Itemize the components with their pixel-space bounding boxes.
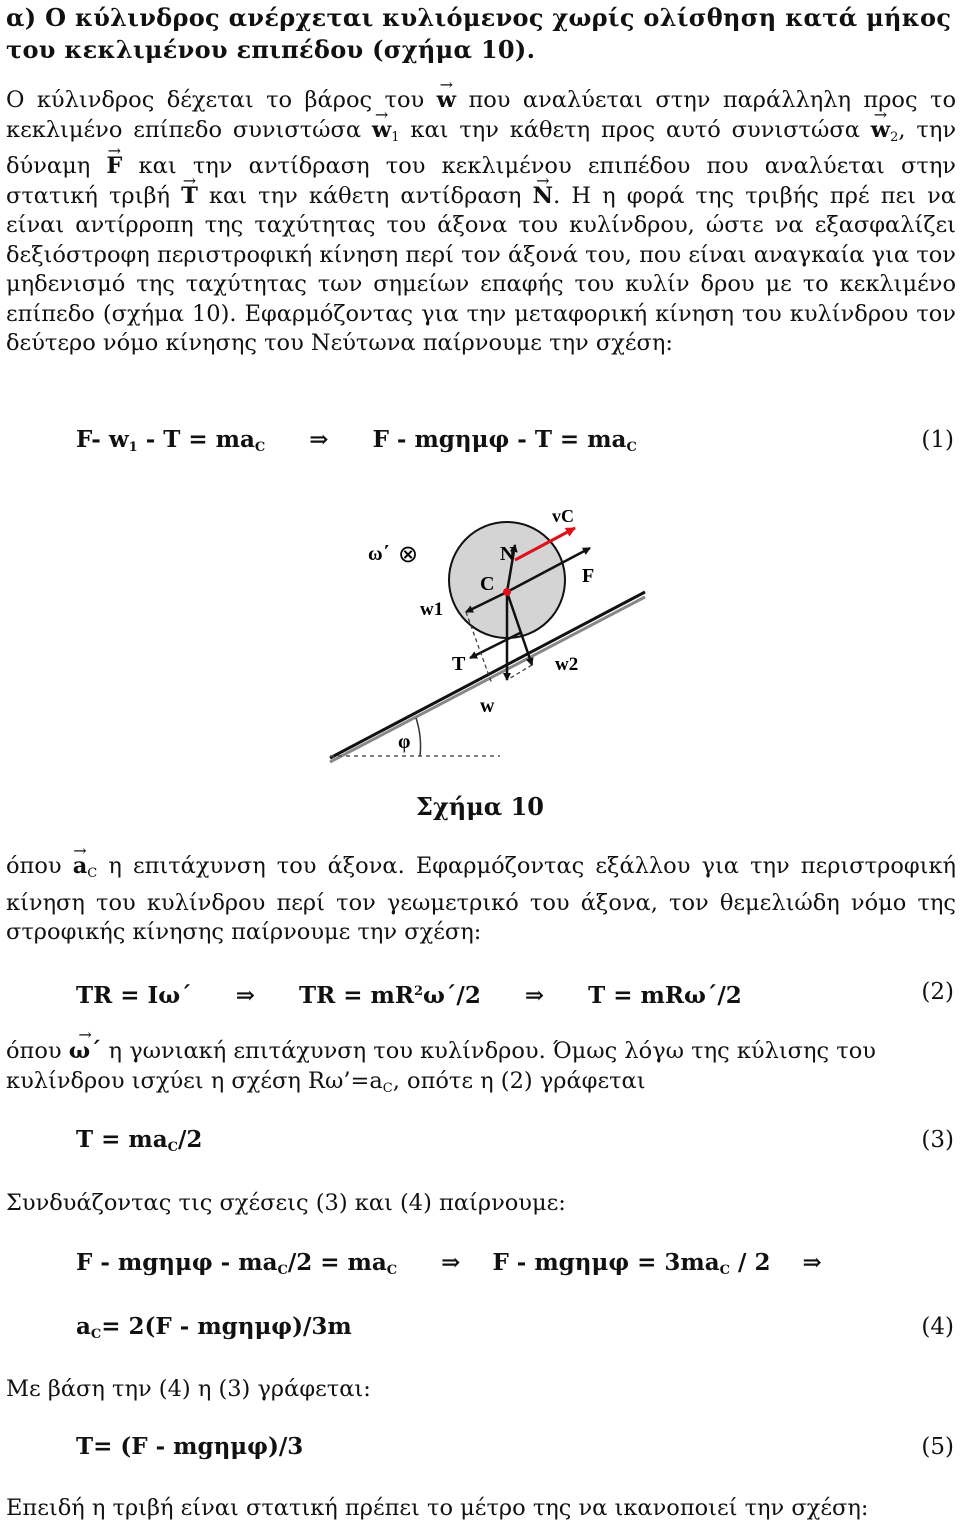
label-T: T — [452, 653, 466, 675]
label-vc: vC — [552, 506, 574, 526]
equation-2-a: TR = Iω΄ — [76, 982, 192, 1009]
paragraph-rotation: $ό\pi o\upsilon \to a_C$ η επιτάχυνση του άξονα. Εφαρμόζοντας εξάλλου για την περιστροφική κίνηση του κυλίνδρου περί τον γεωμετρικό του άξονα, τον θεμελιώδη νόμο της στροφικής κίνησης παίρνουμε την σχέση: — [6, 852, 956, 948]
label-phi: φ — [398, 731, 411, 753]
equation-number: (2) — [921, 979, 954, 1005]
equation-2-c: T = mRω΄/2 — [588, 982, 742, 1009]
figure-caption: Σχήμα 10 — [416, 792, 544, 821]
equation-combined-a: $F - mg\eta\mu\varphi - ma_C/2 = ma_C$ — [76, 1249, 398, 1278]
equation-3 — [76, 1125, 954, 1155]
label-F: F — [582, 565, 595, 587]
equation-1-right: $F - mg\eta\mu\varphi - T = ma_C$ — [372, 426, 637, 455]
rotation-cross-icon: ⊗ — [398, 540, 419, 568]
label-omega: ω΄ — [368, 543, 390, 565]
equation-2: TR = Iω΄ ⇒ TR = $mR^2\omega΄/2$ ⇒ T = mRω΄/2 (2) — [76, 979, 954, 1009]
section-heading: α) Ο κύλινδρος ανέρχεται κυλιόμενος χωρίς ολίσθηση κατά μήκος του κεκλιμένου επιπέδου (σχήμα 10). — [6, 3, 952, 64]
center-point — [503, 588, 511, 596]
equation-3-text: $T = ma_C/2$ — [76, 1126, 203, 1155]
implies-arrow: ⇒ — [309, 426, 329, 453]
equation-5 — [76, 1432, 954, 1462]
equation-combined-b: $F - mg\eta\mu\varphi = 3ma_C / 2$ — [492, 1249, 771, 1278]
equation-1-left: F- $w_1 - T = ma_C$ — [76, 426, 266, 455]
angle-arc — [416, 718, 421, 756]
paragraph-combine: Συνδυάζοντας τις σχέσεις (3) και (4) παίρνουμε: — [6, 1190, 566, 1216]
paragraph-static-friction: Επειδή η τριβή είναι στατική πρέπει το μέτρο της να ικανοποιεί την σχέση: — [6, 1495, 869, 1521]
equation-4-text: $a_C= 2(F - mg\eta\mu\varphi)/3m$ — [76, 1313, 352, 1342]
equation-1 — [76, 425, 954, 455]
equation-4 — [76, 1312, 954, 1342]
equation-number: (3) — [921, 1127, 954, 1153]
equation-combined: $F - mg\eta\mu\varphi - ma_C/2 = ma_C$ ⇒ $F - mg\eta\mu\varphi = 3ma_C / 2$ ⇒ — [76, 1249, 822, 1278]
label-w2: w2 — [555, 654, 579, 675]
label-w: w — [480, 695, 495, 717]
label-w1: w1 — [420, 599, 444, 620]
paragraph-based-on: Με βάση την (4) η (3) γράφεται: — [6, 1376, 371, 1402]
equation-number: (4) — [921, 1314, 954, 1340]
label-C: C — [480, 573, 495, 595]
equation-5-text: T= (F - mgημφ)/3 — [76, 1433, 304, 1460]
equation-number: (1) — [921, 427, 954, 453]
equation-number: (5) — [921, 1434, 954, 1460]
equation-2-b: TR = $mR^2\omega΄/2$ — [299, 982, 481, 1009]
paragraph-forces: Ο κύλινδρος δέχεται το βάρος του → w που αναλύεται στην παράλληλη προς το κεκλιμένο επίπεδο $\sigma\upsilon\nu\iota\sigma\tau ώ\sigma\alpha \to w_1$ και την κάθετη προς αυτό $\sigma\upsilon\nu\iota\sigma\tau ώ\sigma\alpha \to w_2$, την δύναμη → F και την αντίδραση του κεκλιμένου επιπέδου που αναλύεται στην στατική τριβή → T και την κάθετη αντίδραση → N. Η η φορά της τριβής πρέ πει να είναι αντίρροπη της ταχύτητας του άξονα του κυλίνδρου, ώστε να εξασφαλίζει δεξιόστροφη περιστροφική κίνηση περί τον άξονά του, που είναι αναγκαία για τον μηδενισμό της ταχύτητας των σημείων επαφής του κυλίν δρου με το κεκλιμένο επίπεδο (σχήμα 10). Εφαρμόζοντας για την μεταφορική κίνηση του κυλίνδρου τον δεύτερο νόμο κίνησης του Νεύτωνα παίρνουμε την σχέση: — [6, 86, 956, 359]
figure-cylinder-on-incline — [300, 500, 660, 770]
label-N: N — [500, 543, 515, 565]
paragraph-angular-accel: όπου → ω΄ η γωνιακή επιτάχυνση του κυλίνδρου. Όμως λόγω της κύλισης του κυλίνδρου ισχύει η σχέση $R\omega’=a_C$, οπότε η (2) γράφεται — [6, 1036, 876, 1104]
